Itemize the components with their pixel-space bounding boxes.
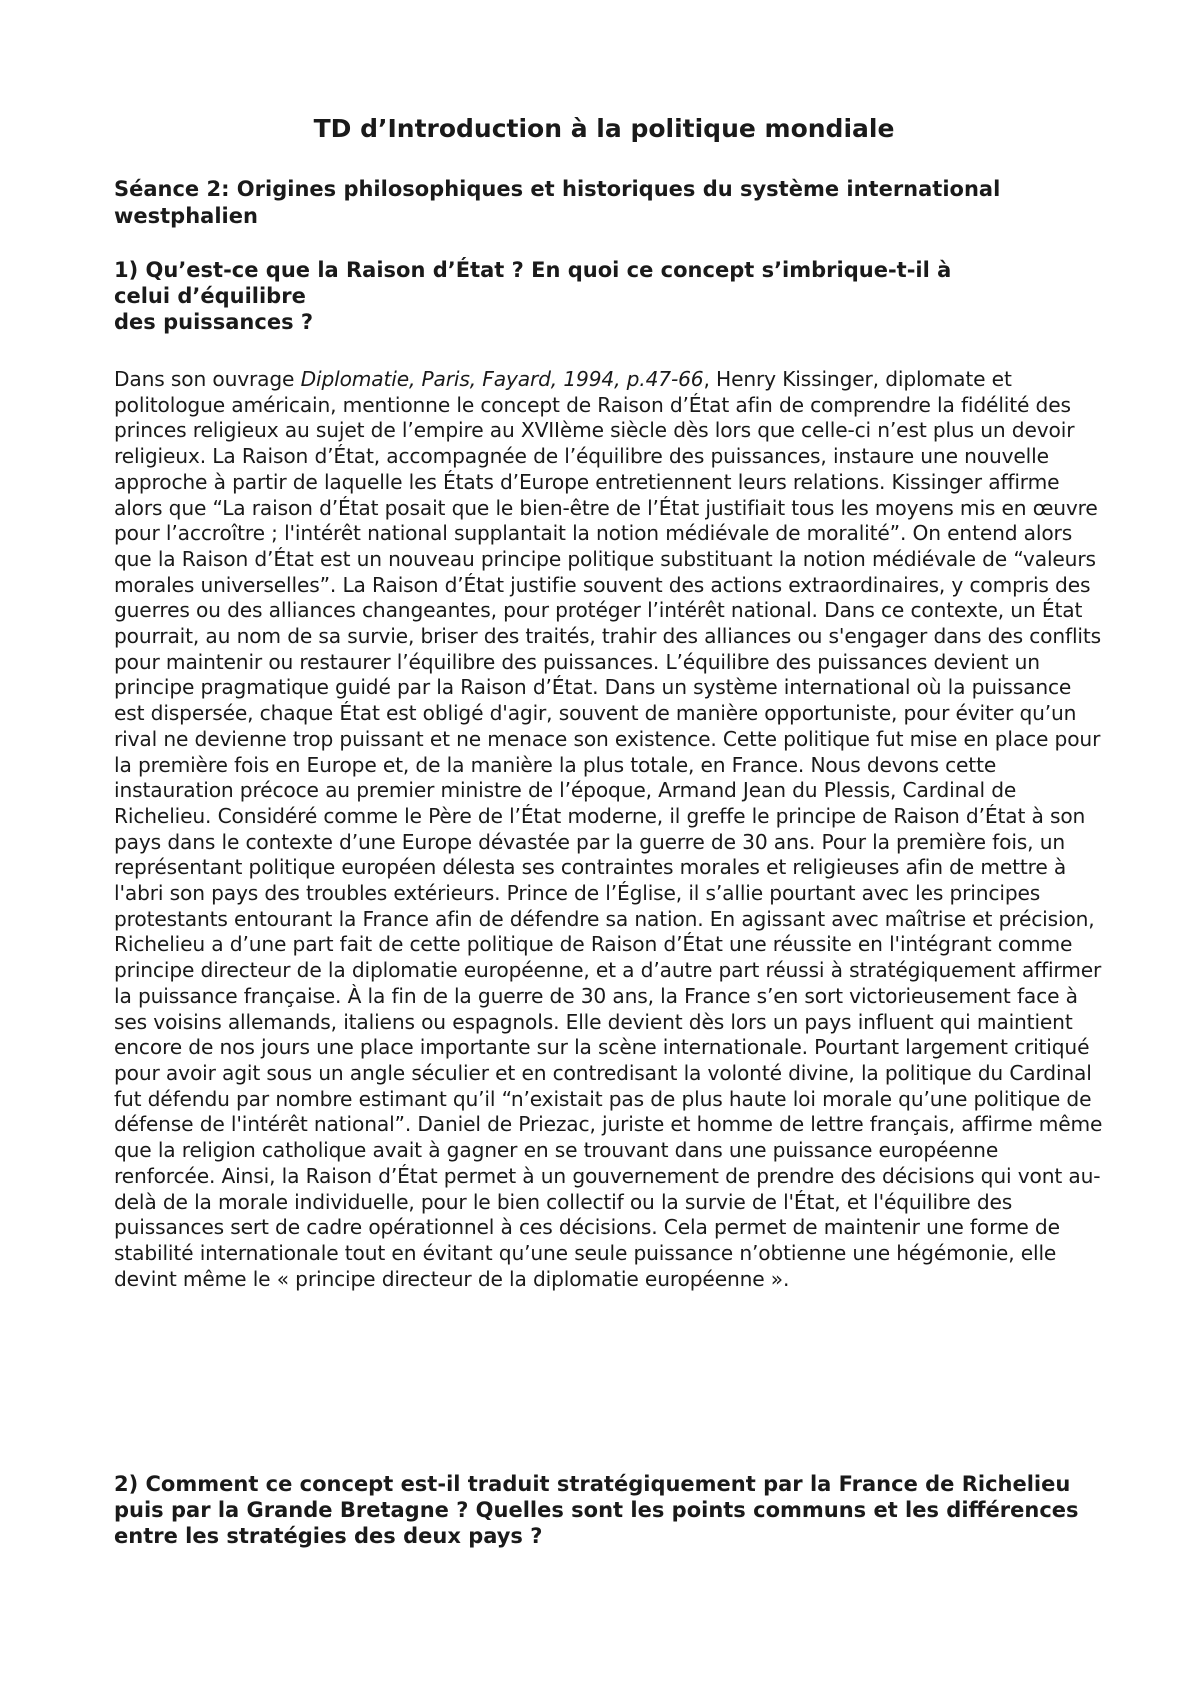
question-2: 2) Comment ce concept est-il traduit stratégiquement par la France de Richelieu puis par la Grande Bretagne ? Quelles sont les points communs et les différences entre les stratégies des deux pays ? xyxy=(114,1472,1079,1548)
answer-paragraph xyxy=(114,367,1104,1292)
question-1-line-3: des puissances ? xyxy=(114,310,314,334)
paragraph-body: , Henry Kissinger, diplomate et politologue américain, mentionne le concept de Raison d’État afin de comprendre la fidélité des princes religieux au sujet de l’empire au XVIIème siècle dès lors que celle-ci n’est plus un devoir religieux. La Raison d’État, accompagnée de l’équilibre des puissances, instaure une nouvelle approche à partir de laquelle les États d’Europe entretiennent leurs relations. Kissinger affirme alors que “La raison d’État posait que le bien-être de l’État justifiait tous les moyens mis en œuvre pour l’accroître ; l'intérêt national supplantait la notion médiévale de moralité”. On entend alors que la Raison d’État est un nouveau principe politique substituant la notion médiévale de “valeurs morales universelles”. La Raison d’État justifie souvent des actions extraordinaires, y compris des guerres ou des alliances changeantes, pour protéger l’intérêt national. Dans ce contexte, un État pourrait, au nom de sa survie, briser des traités, trahir des alliances ou s'engager dans des conflits pour maintenir ou restaurer l’équilibre des puissances. L’équilibre des puissances devient un principe pragmatique guidé par la Raison d’État. Dans un système international où la puissance est dispersée, chaque État est obligé d'agir, souvent de manière opportuniste, pour éviter qu’un rival ne devienne trop puissant et ne menace son existence. Cette politique fut mise en place pour la première fois en Europe et, de la manière la plus totale, en France. Nous devons cette instauration précoce au premier ministre de l’époque, Armand Jean du Plessis, Cardinal de Richelieu. Considéré comme le Père de l’État moderne, il greffe le principe de Raison d’État à son pays dans le contexte d’une Europe dévastée par la guerre de 30 ans. Pour la première fois, un représentant politique européen délesta ses contraintes morales et religieuses afin de mettre à l'abri son pays des troubles extérieurs. Prince de l’Église, il s’allie pourtant avec les principes protestants entourant la France afin de défendre sa nation. En agissant avec maîtrise et précision, Richelieu a d’une part fait de cette politique de Raison d’État une réussite en l'intégrant comme principe directeur de la diplomatie européenne, et a d’autre part réussi à stratégiquement affirmer la puissance française. À la fin de la guerre de 30 ans, la France s’en sort victorieusement face à ses voisins allemands, italiens ou espagnols. Elle devient dès lors un pays influent qui maintient encore de nos jours une place importante sur la scène internationale. Pourtant largement critiqué pour avoir agit sous un angle séculier et en contredisant la volonté divine, la politique du Cardinal fut défendu par nombre estimant qu’il “n’existait pas de plus haute loi morale qu’une politique de défense de l'intérêt national”. Daniel de Priezac, juriste et homme de lettre français, affirme même que la religion catholique avait à gagner en se trouvant dans une puissance européenne renforcée. Ainsi, la Raison d’État permet à un gouvernement de prendre des décisions qui vont au-delà de la morale individuelle, pour le bien collectif ou la survie de l'État, et l'équilibre des puissances sert de cadre opérationnel à ces décisions. Cela permet de maintenir une forme de stabilité internationale tout en évitant qu’une seule puissance n’obtienne une hégémonie, elle devint même le « principe directeur de la diplomatie européenne ». xyxy=(114,367,1103,1291)
question-1 xyxy=(114,257,1094,335)
session-heading: Séance 2: Origines philosophiques et historiques du système international westphalien xyxy=(114,177,1001,228)
question-1-line-1: 1) Qu’est-ce que la Raison d’État ? En quoi ce concept s’imbrique-t-il à xyxy=(114,258,952,282)
document-title: TD d’Introduction à la politique mondiale xyxy=(313,114,895,143)
question-1-line-2: celui d’équilibre xyxy=(114,284,306,308)
paragraph-intro: Dans son ouvrage xyxy=(114,367,301,391)
book-reference: Diplomatie, Paris, Fayard, 1994, p.47-66 xyxy=(300,367,704,391)
